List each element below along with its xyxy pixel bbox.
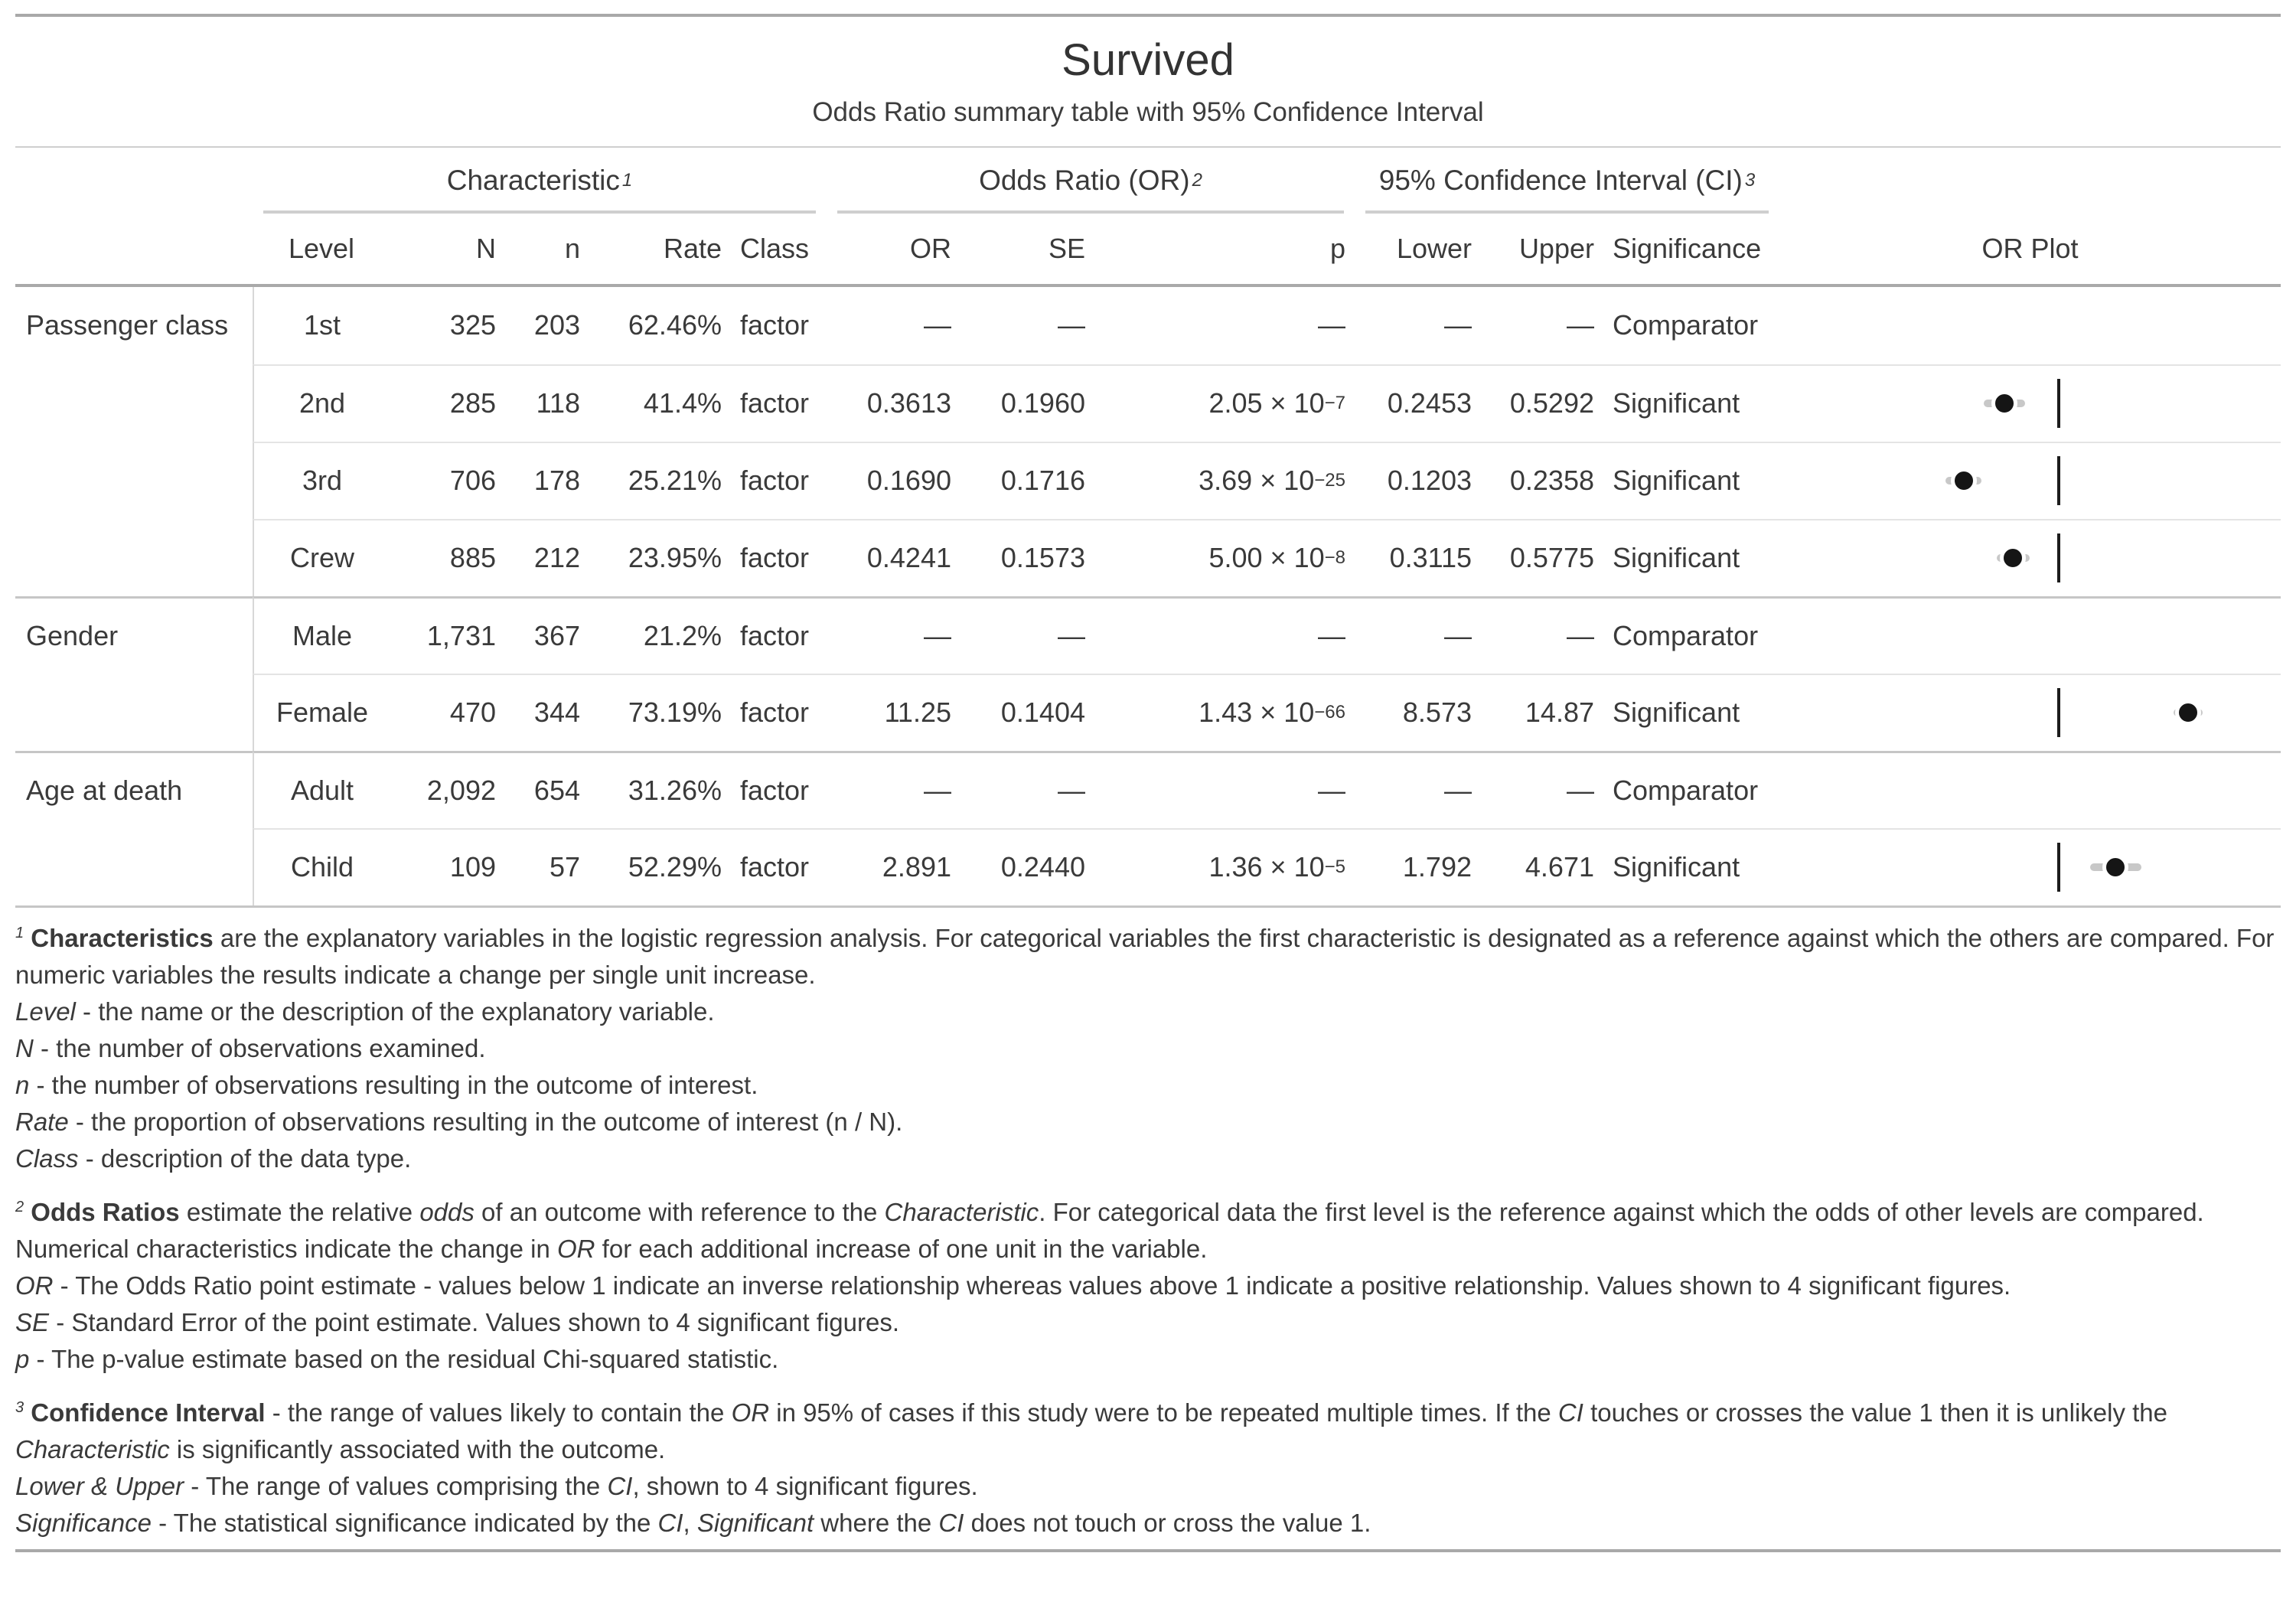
cell-n-outcome: 203 bbox=[533, 309, 580, 341]
cell-significance: Significant bbox=[1603, 519, 1779, 596]
column-header-blank bbox=[15, 214, 253, 284]
or-plot-point bbox=[1951, 468, 1977, 494]
cell-level: 2nd bbox=[253, 364, 390, 442]
row-group-label: Age at death bbox=[15, 751, 253, 828]
cell-standard-error: 0.1716 bbox=[960, 442, 1094, 519]
cell-standard-error: 0.1960 bbox=[960, 364, 1094, 442]
cell-ci-lower: 1.792 bbox=[1355, 828, 1481, 905]
or-plot-point bbox=[1991, 390, 2017, 416]
or-plot-cell bbox=[1779, 364, 2281, 442]
cell-n-observations: 706 bbox=[390, 442, 505, 519]
cell-class: factor bbox=[731, 828, 827, 905]
cell-ci-lower: 0.2453 bbox=[1355, 364, 1481, 442]
cell-p-value: 5.00 × 10 −8 bbox=[1094, 519, 1355, 596]
cell-n-observations: 470 bbox=[390, 674, 505, 751]
footnote-1-line-5: Rate - the proportion of observations resulting in the outcome of interest (n / N). bbox=[15, 1107, 903, 1136]
cell-n-outcome: 118 bbox=[505, 364, 589, 442]
cell-n-observations: 2,092 bbox=[390, 751, 505, 828]
cell-odds-ratio: — bbox=[924, 309, 951, 341]
cell-odds-ratio: — bbox=[827, 751, 960, 828]
cell-ci-lower: — bbox=[1355, 751, 1481, 828]
cell-odds-ratio: 0.1690 bbox=[827, 442, 960, 519]
table-row bbox=[15, 364, 2281, 442]
row-group-label bbox=[15, 364, 253, 442]
column-header-se: SE bbox=[1048, 232, 1085, 264]
cell-odds-ratio: — bbox=[827, 596, 960, 674]
column-group-spacer-right bbox=[1779, 148, 2281, 214]
column-group-label: 95% Confidence Interval (CI) bbox=[1378, 164, 1743, 196]
cell-ci-lower: 8.573 bbox=[1355, 674, 1481, 751]
footnote-2-line-1: $^2$ Odds Ratios estimate the relative odds of an outcome with reference to the Characteristic. For categorical data the first level is the reference against which the odds of other levels are compared. Numerical characteristics indicate the change in OR for each additional increase of one unit in the variable. bbox=[15, 1197, 2204, 1263]
table-row bbox=[15, 519, 2281, 596]
cell-significance: Significant bbox=[1603, 828, 1779, 905]
cell-class: factor bbox=[731, 519, 827, 596]
cell-ci-lower: 0.3115 bbox=[1355, 519, 1481, 596]
column-header-level: Level bbox=[288, 232, 355, 264]
or-plot-reference-line bbox=[2057, 533, 2060, 582]
cell-standard-error: 0.1404 bbox=[960, 674, 1094, 751]
or-plot-cell bbox=[1779, 751, 2281, 828]
cell-ci-lower: — bbox=[1355, 596, 1481, 674]
table-row bbox=[15, 596, 2281, 674]
row-group-label bbox=[15, 442, 253, 519]
row-group-label bbox=[15, 828, 253, 905]
footnote-2-line-2: OR - The Odds Ratio point estimate - values below 1 indicate an inverse relationship whereas values above 1 indicate a positive relationship. Values shown to 4 significant figures. bbox=[15, 1271, 2011, 1300]
cell-n-observations: 885 bbox=[390, 519, 505, 596]
footnote-marker-1: 1 bbox=[621, 169, 633, 191]
cell-level: Child bbox=[253, 828, 390, 905]
table-body bbox=[15, 287, 2281, 908]
column-group-header-row bbox=[15, 148, 2281, 214]
footnote-1-line-1: $^1$ Characteristics are the explanatory variables in the logistic regression analysis. For categorical variables the first characteristic is designated as a reference against which the others are compared. For numeric variables the results indicate a change per single unit increase. bbox=[15, 923, 2275, 989]
cell-ci-upper: — bbox=[1567, 309, 1594, 341]
cell-p-value: 1.36 × 10 −5 bbox=[1094, 828, 1355, 905]
table-row bbox=[15, 442, 2281, 519]
footnote-3-line-1: $^3$ Confidence Interval - the range of values likely to contain the OR in 95% of cases if this study were to be repeated multiple times. If the CI touches or crosses the value 1 then it is unlikely the Characteristic is significantly associated with the outcome. bbox=[15, 1398, 2167, 1463]
or-plot-reference-line bbox=[2057, 379, 2060, 428]
footnote-1 bbox=[15, 920, 2281, 1177]
cell-p-value: 3.69 × 10 −25 bbox=[1094, 442, 1355, 519]
cell-n-outcome: 654 bbox=[505, 751, 589, 828]
column-header-or-plot: OR Plot bbox=[1981, 232, 2079, 264]
cell-n-outcome: 367 bbox=[505, 596, 589, 674]
footnote-3 bbox=[15, 1395, 2281, 1542]
cell-rate: 23.95% bbox=[589, 519, 731, 596]
cell-rate: 21.2% bbox=[589, 596, 731, 674]
or-plot-point bbox=[2175, 700, 2201, 726]
cell-level: Female bbox=[253, 674, 390, 751]
or-plot-cell bbox=[1779, 287, 2281, 364]
footnotes bbox=[15, 920, 2281, 1542]
column-header-N: N bbox=[476, 232, 496, 264]
cell-level: Adult bbox=[253, 751, 390, 828]
cell-rate: 62.46% bbox=[628, 309, 722, 341]
cell-standard-error: — bbox=[960, 751, 1094, 828]
footnote-3-line-2: Lower & Upper - The range of values comprising the CI, shown to 4 significant figures. bbox=[15, 1471, 978, 1500]
footnote-1-line-4: n - the number of observations resulting in the outcome of interest. bbox=[15, 1070, 758, 1099]
cell-significance: Significant bbox=[1603, 674, 1779, 751]
column-header-p: p bbox=[1329, 232, 1345, 264]
cell-class: factor bbox=[731, 674, 827, 751]
column-header-row bbox=[15, 214, 2281, 287]
cell-significance: Comparator bbox=[1603, 596, 1779, 674]
cell-level: 1st bbox=[253, 287, 390, 364]
cell-rate: 41.4% bbox=[589, 364, 731, 442]
table-row bbox=[15, 674, 2281, 751]
cell-ci-upper: 0.5775 bbox=[1481, 519, 1603, 596]
cell-rate: 52.29% bbox=[589, 828, 731, 905]
or-plot-cell bbox=[1779, 442, 2281, 519]
footnote-1-line-6: Class - description of the data type. bbox=[15, 1144, 412, 1173]
cell-n-observations: 109 bbox=[390, 828, 505, 905]
footnote-marker-3: 3 bbox=[1744, 169, 1756, 191]
cell-standard-error: 0.1573 bbox=[960, 519, 1094, 596]
column-group-odds-ratio bbox=[827, 148, 1355, 214]
column-header-significance: Significance bbox=[1613, 232, 1762, 264]
or-plot-cell bbox=[1779, 596, 2281, 674]
cell-ci-upper: 0.2358 bbox=[1481, 442, 1603, 519]
cell-significance: Significant bbox=[1603, 364, 1779, 442]
or-plot-point bbox=[2000, 545, 2026, 571]
cell-n-observations: 1,731 bbox=[390, 596, 505, 674]
cell-n-outcome: 57 bbox=[505, 828, 589, 905]
column-header-or: OR bbox=[910, 232, 951, 264]
footnote-2-line-3: SE - Standard Error of the point estimate. Values shown to 4 significant figures. bbox=[15, 1307, 899, 1336]
cell-class: factor bbox=[731, 364, 827, 442]
cell-n-outcome: 212 bbox=[505, 519, 589, 596]
footnote-1-line-2: Level - the name or the description of the explanatory variable. bbox=[15, 997, 715, 1026]
or-plot-cell bbox=[1779, 519, 2281, 596]
cell-standard-error: — bbox=[960, 596, 1094, 674]
bottom-rule bbox=[15, 1549, 2281, 1552]
cell-odds-ratio: 11.25 bbox=[827, 674, 960, 751]
footnote-1-line-3: N - the number of observations examined. bbox=[15, 1033, 486, 1062]
cell-level: Crew bbox=[253, 519, 390, 596]
cell-standard-error: — bbox=[1058, 309, 1085, 341]
column-header-upper: Upper bbox=[1518, 232, 1594, 264]
column-group-spacer-left bbox=[15, 148, 253, 214]
or-plot-reference-line bbox=[2057, 688, 2060, 737]
cell-ci-lower: 0.1203 bbox=[1355, 442, 1481, 519]
top-rule bbox=[15, 14, 2281, 17]
cell-ci-upper: — bbox=[1481, 751, 1603, 828]
cell-p-value: — bbox=[1094, 751, 1355, 828]
cell-ci-lower: — bbox=[1444, 309, 1472, 341]
or-plot-cell bbox=[1779, 828, 2281, 905]
cell-class: factor bbox=[731, 596, 827, 674]
cell-p-value: 2.05 × 10 −7 bbox=[1094, 364, 1355, 442]
footnote-marker-2: 2 bbox=[1192, 169, 1202, 191]
footnote-2 bbox=[15, 1194, 2281, 1378]
or-plot-reference-line bbox=[2057, 843, 2060, 892]
or-plot-cell bbox=[1779, 674, 2281, 751]
cell-significance: Comparator bbox=[1603, 751, 1779, 828]
cell-class: factor bbox=[731, 751, 827, 828]
cell-significance: Comparator bbox=[1613, 309, 1759, 341]
footnote-2-line-4: p - The p-value estimate based on the residual Chi-squared statistic. bbox=[15, 1344, 779, 1373]
cell-n-observations: 285 bbox=[390, 364, 505, 442]
cell-p-value: — bbox=[1094, 596, 1355, 674]
column-group-label: Characteristic bbox=[446, 164, 620, 196]
column-header-n: n bbox=[564, 232, 580, 264]
cell-rate: 31.26% bbox=[589, 751, 731, 828]
column-header-lower: Lower bbox=[1396, 232, 1472, 264]
report-page bbox=[0, 14, 2296, 1552]
row-group-label bbox=[15, 519, 253, 596]
footnote-3-line-3: Significance - The statistical significance indicated by the CI, Significant where the CI does not touch or cross the value 1. bbox=[15, 1508, 1371, 1537]
cell-rate: 73.19% bbox=[589, 674, 731, 751]
cell-level: 3rd bbox=[253, 442, 390, 519]
page-subtitle: Odds Ratio summary table with 95% Confidence Interval bbox=[812, 96, 1484, 127]
table-row bbox=[15, 751, 2281, 828]
cell-level: Male bbox=[253, 596, 390, 674]
cell-p-value: — bbox=[1318, 309, 1345, 341]
cell-p-value: 1.43 × 10 −66 bbox=[1094, 674, 1355, 751]
cell-n-outcome: 178 bbox=[505, 442, 589, 519]
column-header-class: Class bbox=[740, 232, 810, 264]
table-row bbox=[15, 287, 2281, 364]
or-plot-point bbox=[2102, 854, 2128, 880]
cell-ci-upper: 0.5292 bbox=[1481, 364, 1603, 442]
page-title: Survived bbox=[1062, 35, 1234, 85]
or-plot-reference-line bbox=[2057, 456, 2060, 505]
table-row bbox=[15, 828, 2281, 905]
cell-odds-ratio: 0.3613 bbox=[827, 364, 960, 442]
row-group-label bbox=[15, 674, 253, 751]
cell-ci-upper: 4.671 bbox=[1481, 828, 1603, 905]
cell-standard-error: 0.2440 bbox=[960, 828, 1094, 905]
column-group-characteristic bbox=[253, 148, 827, 214]
cell-class: factor bbox=[731, 442, 827, 519]
cell-n-observations: 325 bbox=[449, 309, 496, 341]
row-group-label: Passenger class bbox=[26, 309, 229, 341]
column-group-confidence-interval bbox=[1355, 148, 1779, 214]
cell-n-outcome: 344 bbox=[505, 674, 589, 751]
row-group-label: Gender bbox=[15, 596, 253, 674]
cell-odds-ratio: 2.891 bbox=[827, 828, 960, 905]
column-group-label: Odds Ratio (OR) bbox=[979, 164, 1190, 196]
cell-rate: 25.21% bbox=[589, 442, 731, 519]
cell-ci-upper: — bbox=[1481, 596, 1603, 674]
cell-significance: Significant bbox=[1603, 442, 1779, 519]
column-header-rate: Rate bbox=[663, 232, 722, 264]
cell-odds-ratio: 0.4241 bbox=[827, 519, 960, 596]
cell-class: factor bbox=[740, 309, 810, 341]
cell-ci-upper: 14.87 bbox=[1481, 674, 1603, 751]
